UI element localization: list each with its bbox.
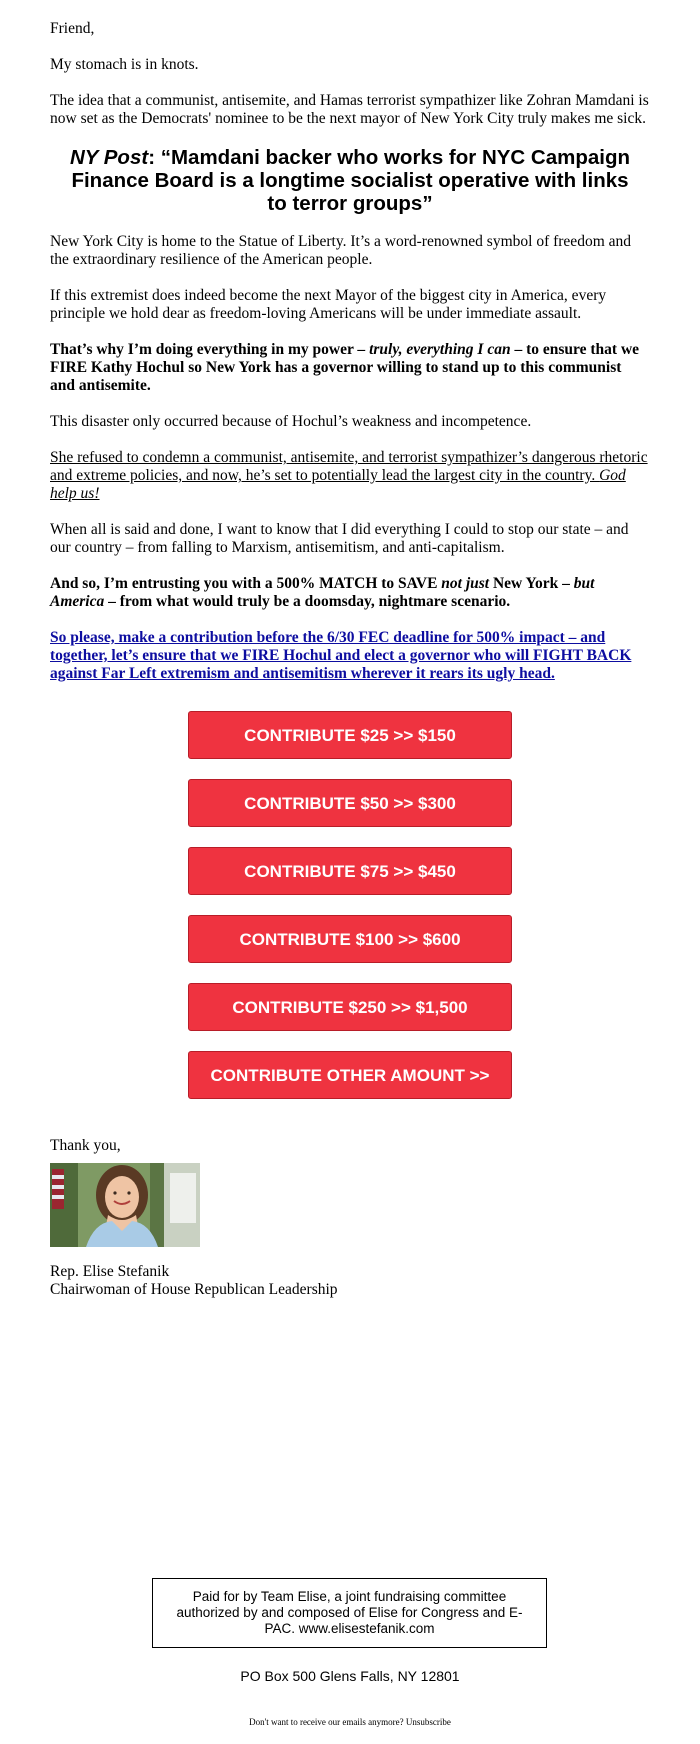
signer-title: Chairwoman of House Republican Leadership — [50, 1281, 338, 1298]
contribute-50-button[interactable]: CONTRIBUTE $50 >> $300 — [188, 779, 512, 827]
signoff: Thank you, — [50, 1137, 121, 1154]
para9-part1: And so, I’m entrusting you with a 500% MATCH to SAVE — [50, 575, 442, 592]
paragraph-extremist: If this extremist does indeed become the next Mayor of the biggest city in America, every principle we hold dear as freedom-loving Americans will be under immediate assault. — [50, 287, 607, 322]
paid-for-disclaimer: Paid for by Team Elise, a joint fundraising committee authorized by and composed of Elise for Congress and E-PAC. www.elisestefanik.com — [152, 1578, 547, 1648]
para9-italic1: not just — [441, 575, 490, 592]
contribute-25-button[interactable]: CONTRIBUTE $25 >> $150 — [188, 711, 512, 759]
unsubscribe-line — [0, 1717, 700, 1727]
para5-italic: truly, everything I can — [369, 341, 511, 358]
headline-text: : “Mamdani backer who works for NYC Campaign Finance Board is a longtime socialist operative with links to terror groups” — [71, 146, 631, 215]
contribute-cta-link[interactable]: So please, make a contribution before the 6/30 FEC deadline for 500% impact – and together, let’s ensure that we FIRE Hochul and elect a governor who will FIGHT BACK against Far Left extremism and antisemitism wherever it rears its ugly head. — [50, 629, 632, 682]
headline — [60, 146, 640, 215]
signer-name: Rep. Elise Stefanik — [50, 1263, 170, 1280]
unsubscribe-prefix: Don't want to receive our emails anymore? — [249, 1717, 406, 1727]
paragraph-statue: New York City is home to the Statue of Liberty. It’s a word-renowned symbol of freedom and the extraordinary resilience of the American people. — [50, 233, 632, 268]
unsubscribe-link[interactable]: Unsubscribe — [405, 1717, 451, 1727]
paragraph-intro: My stomach is in knots. — [50, 56, 199, 73]
headline-source: NY Post — [69, 146, 149, 169]
paragraph-refused — [50, 449, 650, 503]
para5-part2: – to ensure that we FIRE Kathy Hochul so New York has a governor willing to stand up to this communist and antisemite. — [50, 341, 640, 394]
paragraph-disaster: This disaster only occurred because of Hochul’s weakness and incompetence. — [50, 413, 532, 430]
para7-italic: God help us! — [50, 467, 626, 502]
contribute-100-button[interactable]: CONTRIBUTE $100 >> $600 — [188, 915, 512, 963]
mailing-address: PO Box 500 Glens Falls, NY 12801 — [240, 1668, 460, 1684]
para9-part2: New York – — [489, 575, 574, 592]
signer-portrait-image — [50, 1163, 200, 1247]
contribution-buttons — [50, 711, 650, 1099]
para9-italic2: but America — [50, 575, 595, 610]
greeting: Friend, — [50, 20, 95, 37]
signer-photo — [50, 1163, 200, 1247]
contribute-75-button[interactable]: CONTRIBUTE $75 >> $450 — [188, 847, 512, 895]
contribute-250-button[interactable]: CONTRIBUTE $250 >> $1,500 — [188, 983, 512, 1031]
para9-part3: – from what would truly be a doomsday, nightmare scenario. — [104, 593, 511, 610]
paragraph-fire-hochul — [50, 341, 650, 395]
contribute-other-button[interactable]: CONTRIBUTE OTHER AMOUNT >> — [188, 1051, 512, 1099]
email-body — [50, 20, 650, 1299]
para5-part1: That’s why I’m doing everything in my power – — [50, 341, 370, 358]
paragraph-mamdani: The idea that a communist, antisemite, and Hamas terrorist sympathizer like Zohran Mamdani is now set as the Democrats' nominee to be the next mayor of New York City truly makes me sick. — [50, 92, 649, 127]
paragraph-match — [50, 575, 650, 611]
para7-text: She refused to condemn a communist, antisemite, and terrorist sympathizer’s dangerous rhetoric and extreme policies, and now, he’s set to potentially lead the largest city in the country. — [50, 449, 648, 484]
paragraph-all-said: When all is said and done, I want to know that I did everything I could to stop our state – and our country – from falling to Marxism, antisemitism, and anti-capitalism. — [50, 521, 629, 556]
